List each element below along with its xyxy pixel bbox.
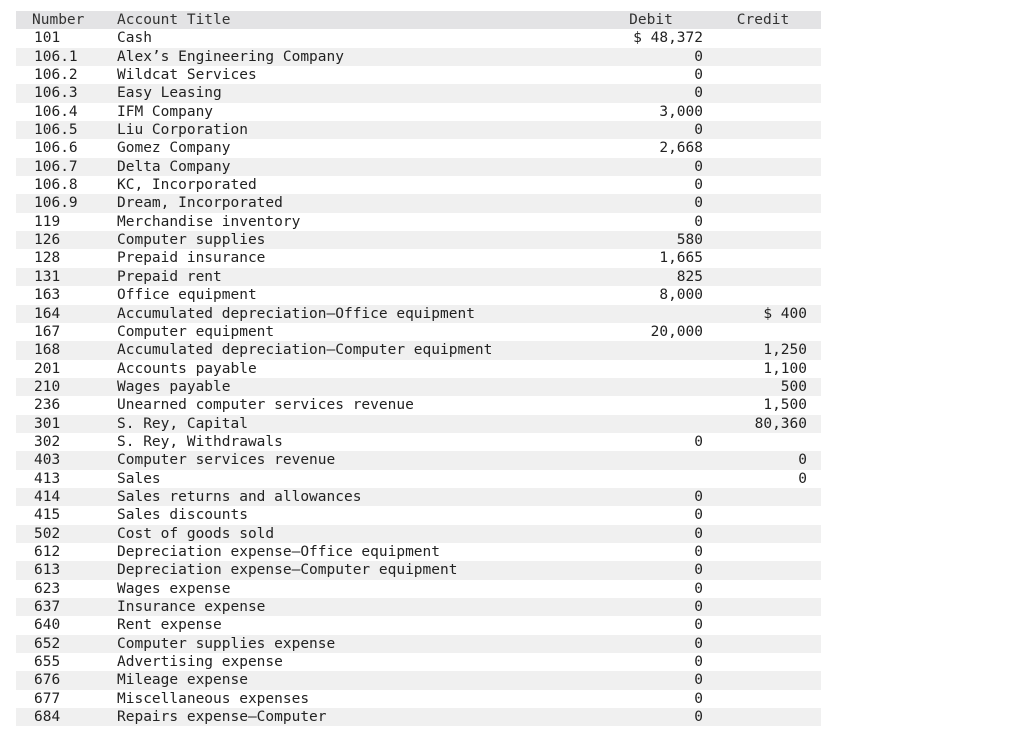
account-title: IFM Company <box>117 103 214 120</box>
debit-value: 0 <box>694 543 703 560</box>
credit-value <box>707 671 819 689</box>
table-row <box>16 48 821 66</box>
account-title: S. Rey, Capital <box>117 415 248 432</box>
credit-value <box>707 708 819 726</box>
account-number: 676 <box>34 672 61 689</box>
header-debit: Debit <box>629 12 673 28</box>
table-row <box>16 653 821 671</box>
debit-value: 0 <box>694 67 703 84</box>
debit-value: 3,000 <box>659 103 703 120</box>
credit-value <box>707 29 819 47</box>
debit-value: 0 <box>694 525 703 542</box>
debit-value: 0 <box>694 195 703 212</box>
account-title: Sales returns and allowances <box>117 488 362 505</box>
debit-value: 0 <box>694 562 703 579</box>
table-row <box>16 323 821 341</box>
credit-value <box>707 653 819 671</box>
account-title: S. Rey, Withdrawals <box>117 433 283 450</box>
credit-value <box>707 616 819 634</box>
account-number: 201 <box>34 360 61 377</box>
table-row <box>16 103 821 121</box>
table-row <box>16 231 821 249</box>
account-number: 106.7 <box>34 158 78 175</box>
table-row <box>16 525 821 543</box>
credit-value: 0 <box>798 470 807 487</box>
account-title: Accumulated depreciation—Office equipment <box>117 305 475 322</box>
account-number: 236 <box>34 397 61 414</box>
account-title: Sales <box>117 470 161 487</box>
account-title: Computer equipment <box>117 323 275 340</box>
credit-value <box>707 323 819 341</box>
account-number: 106.3 <box>34 85 78 102</box>
header-credit: Credit <box>736 12 790 28</box>
account-number: 106.1 <box>34 48 78 65</box>
account-title: Wages payable <box>117 378 231 395</box>
credit-value <box>707 48 819 66</box>
table-row <box>16 194 821 212</box>
debit-value: 2,668 <box>659 140 703 157</box>
debit-value <box>595 470 707 488</box>
debit-value: 0 <box>694 690 703 707</box>
account-title: Wages expense <box>117 580 231 597</box>
credit-value <box>707 176 819 194</box>
account-title: Miscellaneous expenses <box>117 690 310 707</box>
debit-value: 1,665 <box>659 250 703 267</box>
table-row <box>16 66 821 84</box>
debit-value: 20,000 <box>650 323 703 340</box>
table-row <box>16 84 821 102</box>
debit-value: 0 <box>694 654 703 671</box>
account-title: Computer supplies expense <box>117 635 336 652</box>
header-account-title: Account Title <box>117 12 231 28</box>
credit-value: 0 <box>798 452 807 469</box>
account-number: 502 <box>34 525 61 542</box>
table-row <box>16 139 821 157</box>
table-row <box>16 213 821 231</box>
header-number: Number <box>32 12 85 28</box>
credit-value <box>707 84 819 102</box>
account-number: 684 <box>34 709 61 726</box>
account-number: 163 <box>34 287 61 304</box>
debit-value: 0 <box>694 488 703 505</box>
table-row <box>16 580 821 598</box>
debit-value <box>595 341 707 359</box>
account-number: 637 <box>34 599 61 615</box>
table-row <box>16 396 821 414</box>
credit-value <box>707 103 819 121</box>
account-title: Accounts payable <box>117 360 257 377</box>
credit-value: 1,250 <box>763 342 807 359</box>
table-row <box>16 158 821 176</box>
debit-value: 0 <box>694 617 703 634</box>
account-number: 414 <box>34 488 61 505</box>
table-row <box>16 616 821 634</box>
debit-value: 0 <box>694 709 703 726</box>
debit-value: 0 <box>694 599 703 615</box>
debit-value <box>595 396 707 414</box>
credit-value <box>707 249 819 267</box>
account-title: Mileage expense <box>117 672 248 689</box>
account-number: 128 <box>34 250 61 267</box>
account-title: Computer services revenue <box>117 452 336 469</box>
table-row <box>16 415 821 433</box>
table-row <box>16 506 821 524</box>
account-number: 623 <box>34 580 61 597</box>
credit-value: 1,500 <box>763 397 807 414</box>
credit-value <box>707 139 819 157</box>
account-number: 301 <box>34 415 61 432</box>
account-title: Wildcat Services <box>117 67 257 84</box>
debit-value: 0 <box>694 158 703 175</box>
account-title: Unearned computer services revenue <box>117 397 414 414</box>
credit-value <box>707 543 819 561</box>
debit-value: 0 <box>694 433 703 450</box>
table-row <box>16 598 821 616</box>
account-title: Insurance expense <box>117 599 266 615</box>
debit-value <box>595 378 707 396</box>
account-title: Easy Leasing <box>117 85 222 102</box>
account-title: Sales discounts <box>117 507 248 524</box>
account-number: 131 <box>34 268 61 285</box>
account-number: 106.4 <box>34 103 78 120</box>
table-row <box>16 29 821 47</box>
account-number: 106.6 <box>34 140 78 157</box>
table-row <box>16 470 821 488</box>
account-number: 106.9 <box>34 195 78 212</box>
credit-value <box>707 690 819 708</box>
debit-value: 8,000 <box>659 287 703 304</box>
table-row <box>16 121 821 139</box>
credit-value <box>707 433 819 451</box>
account-title: Liu Corporation <box>117 122 248 139</box>
account-number: 164 <box>34 305 61 322</box>
table-row <box>16 451 821 469</box>
credit-value <box>707 231 819 249</box>
table-row <box>16 708 821 726</box>
debit-value: 0 <box>694 122 703 139</box>
table-row <box>16 433 821 451</box>
table-row <box>16 488 821 506</box>
table-body <box>16 29 821 726</box>
table-row <box>16 561 821 579</box>
account-title: Alex’s Engineering Company <box>117 48 344 65</box>
account-title: Depreciation expense—Computer equipment <box>117 562 458 579</box>
table-row <box>16 360 821 378</box>
account-title: Cost of goods sold <box>117 525 275 542</box>
debit-value: 0 <box>694 213 703 230</box>
credit-value <box>707 194 819 212</box>
credit-value <box>707 488 819 506</box>
table-row <box>16 671 821 689</box>
credit-value <box>707 580 819 598</box>
credit-value <box>707 598 819 616</box>
table-row <box>16 268 821 286</box>
debit-value: 0 <box>694 85 703 102</box>
debit-value: 0 <box>694 580 703 597</box>
account-number: 106.5 <box>34 122 78 139</box>
credit-value: $ 400 <box>763 305 807 322</box>
account-number: 302 <box>34 433 61 450</box>
account-title: Prepaid rent <box>117 268 222 285</box>
account-number: 677 <box>34 690 61 707</box>
credit-value <box>707 213 819 231</box>
credit-value <box>707 66 819 84</box>
table-header <box>16 11 821 29</box>
account-title: Repairs expense—Computer <box>117 709 327 726</box>
account-number: 612 <box>34 543 61 560</box>
account-title: Rent expense <box>117 617 222 634</box>
debit-value <box>595 360 707 378</box>
table-row <box>16 305 821 323</box>
table-row <box>16 378 821 396</box>
table-row <box>16 543 821 561</box>
debit-value <box>595 305 707 323</box>
account-title: KC, Incorporated <box>117 177 257 194</box>
table-row <box>16 635 821 653</box>
account-title: Computer supplies <box>117 232 266 249</box>
credit-value <box>707 286 819 304</box>
credit-value: 1,100 <box>763 360 807 377</box>
credit-value <box>707 268 819 286</box>
credit-value: 80,360 <box>754 415 807 432</box>
account-title: Dream, Incorporated <box>117 195 283 212</box>
chart-of-accounts-table <box>16 11 821 726</box>
debit-value: $ 48,372 <box>633 30 703 47</box>
credit-value: 500 <box>780 378 807 395</box>
debit-value: 0 <box>694 507 703 524</box>
debit-value: 0 <box>694 48 703 65</box>
account-title: Prepaid insurance <box>117 250 266 267</box>
account-number: 652 <box>34 635 61 652</box>
account-title: Accumulated depreciation—Computer equipment <box>117 342 493 359</box>
account-number: 119 <box>34 213 61 230</box>
credit-value <box>707 635 819 653</box>
credit-value <box>707 506 819 524</box>
credit-value <box>707 121 819 139</box>
table-row <box>16 176 821 194</box>
table-row <box>16 286 821 304</box>
account-number: 168 <box>34 342 61 359</box>
table-row <box>16 690 821 708</box>
debit-value <box>595 451 707 469</box>
account-number: 210 <box>34 378 61 395</box>
account-number: 101 <box>34 30 61 47</box>
account-number: 403 <box>34 452 61 469</box>
account-title: Depreciation expense—Office equipment <box>117 543 441 560</box>
account-title: Gomez Company <box>117 140 231 157</box>
debit-value: 0 <box>694 672 703 689</box>
credit-value <box>707 158 819 176</box>
account-number: 106.2 <box>34 67 78 84</box>
account-number: 640 <box>34 617 61 634</box>
credit-value <box>707 561 819 579</box>
table-row <box>16 341 821 359</box>
account-title: Advertising expense <box>117 654 283 671</box>
account-title: Delta Company <box>117 158 231 175</box>
account-number: 415 <box>34 507 61 524</box>
debit-value: 0 <box>694 177 703 194</box>
credit-value <box>707 525 819 543</box>
account-number: 126 <box>34 232 61 249</box>
table-row <box>16 249 821 267</box>
account-number: 167 <box>34 323 61 340</box>
account-title: Merchandise inventory <box>117 213 301 230</box>
debit-value: 0 <box>694 635 703 652</box>
account-number: 106.8 <box>34 177 78 194</box>
debit-value <box>595 415 707 433</box>
account-title: Cash <box>117 30 152 47</box>
debit-value: 580 <box>676 232 703 249</box>
account-number: 655 <box>34 654 61 671</box>
account-title: Office equipment <box>117 287 257 304</box>
account-number: 413 <box>34 470 61 487</box>
debit-value: 825 <box>676 268 703 285</box>
account-number: 613 <box>34 562 61 579</box>
